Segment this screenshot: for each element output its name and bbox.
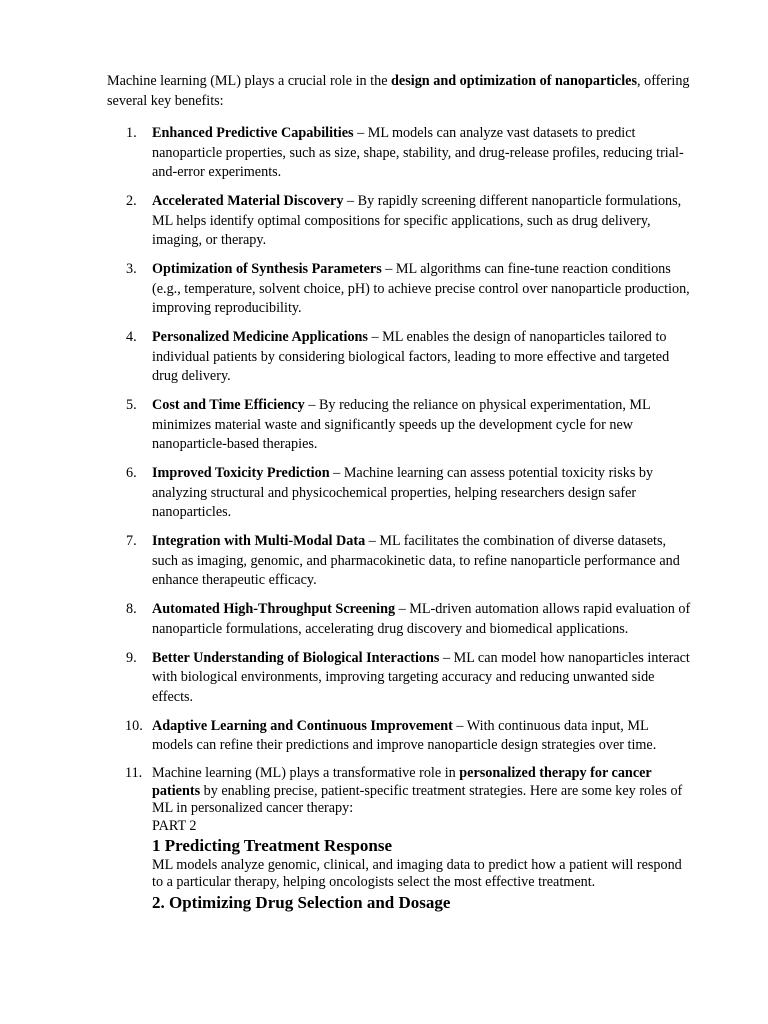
- intro-paragraph: [107, 72, 692, 111]
- list-item: [107, 260, 692, 319]
- intro-bold: design and optimization of nanoparticles: [391, 73, 637, 89]
- cancer-intro-bold: personalized therapy for cancer patients: [152, 765, 652, 799]
- list-item-text: – ML-driven automation allows rapid evaluation of nanoparticle formulations, accelerating drug discovery and biomedical applications.: [152, 601, 691, 637]
- list-item-text: – Machine learning can assess potential toxicity risks by analyzing structural and physicochemical properties, helping researchers design safer nanoparticles.: [152, 465, 654, 520]
- list-number: 5.: [126, 397, 137, 413]
- list-item-title: Enhanced Predictive Capabilities: [152, 125, 354, 141]
- list-number: 11.: [125, 765, 143, 781]
- list-item-title: Adaptive Learning and Continuous Improvement: [152, 717, 453, 734]
- list-number: 6.: [126, 465, 137, 481]
- list-number: 4.: [126, 329, 137, 345]
- list-item-title: Accelerated Material Discovery: [152, 193, 344, 209]
- section-paragraph-1: ML models analyze genomic, clinical, and imaging data to predict how a patient will respond to a particular therapy, helping oncologists select the most effective treatment.: [152, 856, 682, 890]
- list-item-title: Cost and Time Efficiency: [152, 397, 305, 413]
- list-item: [107, 532, 692, 591]
- list-number: 10.: [125, 717, 143, 734]
- list-item: [107, 464, 692, 523]
- list-number: 1.: [126, 125, 137, 141]
- section-heading-2: 2. Optimizing Drug Selection and Dosage: [152, 892, 451, 912]
- cancer-intro: [152, 765, 692, 818]
- list-item-text: – ML can model how nanoparticles interact with biological environments, improving targeting accuracy and reducing unwanted side effects.: [152, 649, 690, 705]
- benefits-list: [107, 124, 692, 914]
- list-item: [107, 328, 692, 387]
- list-item-title: Optimization of Synthesis Parameters: [152, 261, 382, 277]
- section-heading-1: 1 Predicting Treatment Response: [152, 835, 393, 855]
- list-item: [107, 124, 692, 183]
- list-item-cancer-therapy: [107, 765, 692, 914]
- cancer-intro-text: Machine learning (ML) plays a transformative role in: [152, 765, 460, 781]
- list-item-text: – ML models can analyze vast datasets to predict nanoparticle properties, such as size, shape, stability, and drug-release profiles, reducing trial-and-error experiments.: [152, 125, 684, 180]
- list-number: 3.: [126, 261, 137, 277]
- list-item-title: Better Understanding of Biological Interactions: [152, 649, 440, 666]
- list-item: [107, 192, 692, 251]
- list-item-text: – ML algorithms can fine-tune reaction conditions (e.g., temperature, solvent choice, pH) to achieve precise control over nanoparticle production, improving reproducibility.: [152, 261, 690, 316]
- part-label: PART 2: [152, 817, 197, 834]
- list-item-text: – By reducing the reliance on physical experimentation, ML minimizes material waste and significantly speeds up the development cycle for new nanoparticle-based therapies.: [152, 397, 651, 452]
- list-item-text: – ML facilitates the combination of diverse datasets, such as imaging, genomic, and pharmacokinetic data, to refine nanoparticle performance and enhance therapeutic efficacy.: [152, 533, 680, 588]
- list-number: 2.: [126, 193, 137, 209]
- list-item: [107, 600, 692, 639]
- list-number: 7.: [126, 533, 137, 549]
- list-item-text: – By rapidly screening different nanoparticle formulations, ML helps identify optimal compositions for specific applications, such as drug delivery, imaging, or therapy.: [152, 193, 682, 248]
- list-item-text: – With continuous data input, ML models can refine their predictions and improve nanoparticle design strategies over time.: [152, 717, 657, 753]
- list-item-text: – ML enables the design of nanoparticles tailored to individual patients by considering biological factors, leading to more effective and targeted drug delivery.: [152, 329, 670, 384]
- list-number: 9.: [126, 649, 137, 666]
- document-page: [107, 72, 692, 923]
- cancer-intro-text-end: by enabling precise, patient-specific treatment strategies. Here are some key roles of ML in personalized cancer therapy:: [152, 782, 683, 816]
- list-item-title: Improved Toxicity Prediction: [152, 465, 330, 481]
- intro-text: Machine learning (ML) plays a crucial role in the: [107, 73, 392, 89]
- list-item: [107, 396, 692, 455]
- list-item-title: Personalized Medicine Applications: [152, 329, 368, 345]
- list-item-title: Integration with Multi-Modal Data: [152, 533, 366, 549]
- list-item: [107, 717, 692, 756]
- intro-text-end: , offering several key benefits:: [107, 73, 690, 109]
- list-item-title: Automated High-Throughput Screening: [152, 601, 396, 617]
- list-number: 8.: [126, 601, 137, 617]
- list-item: [107, 649, 692, 708]
